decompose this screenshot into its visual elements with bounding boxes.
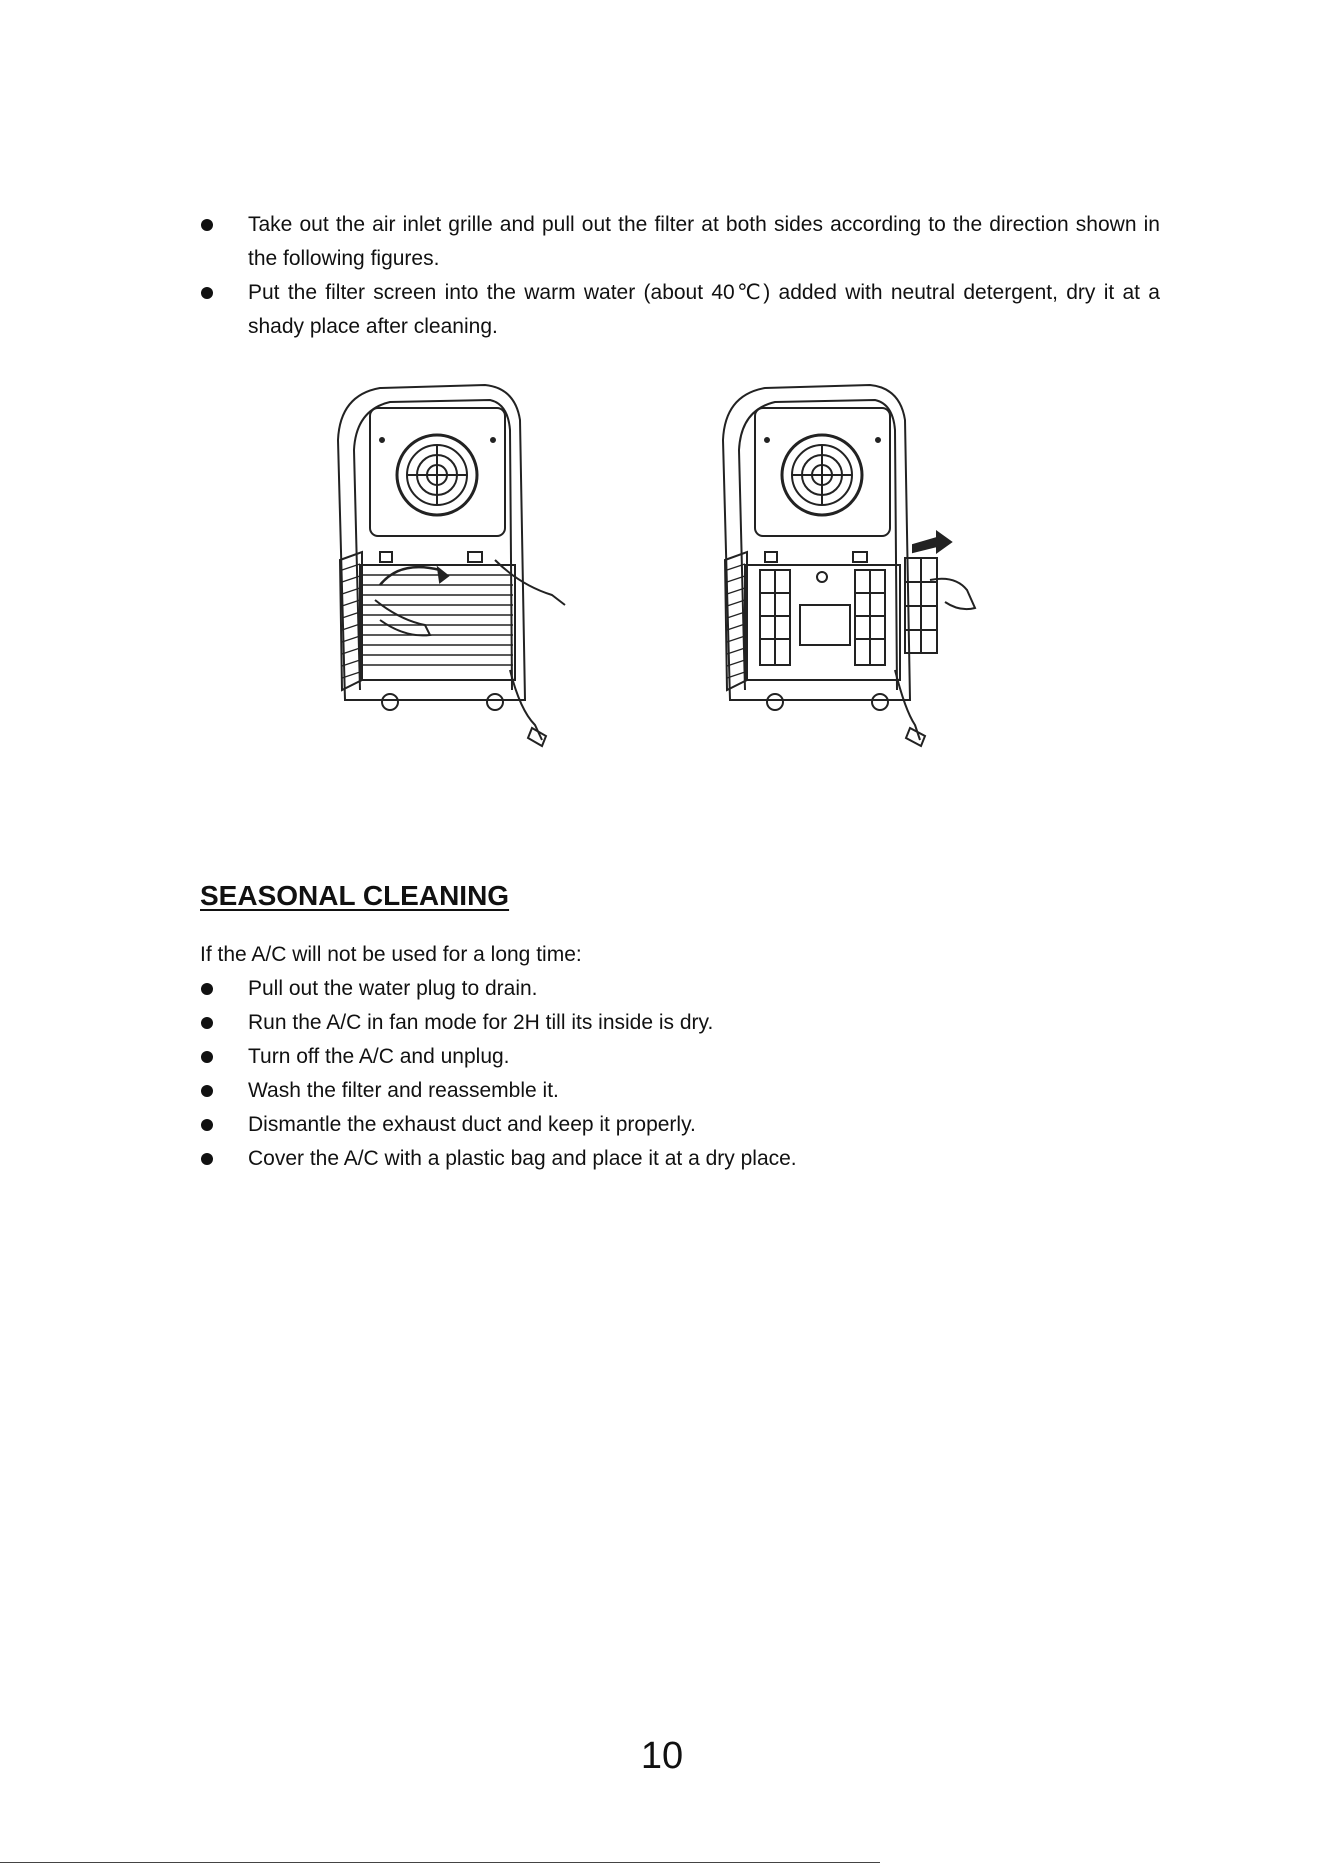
page-number: 10: [640, 1735, 684, 1777]
bullet-icon: [201, 1017, 213, 1029]
intro-text: If the A/C will not be used for a long time:: [200, 943, 582, 966]
list-item: Pull out the water plug to drain.: [200, 972, 1160, 1006]
ac-unit-filter-removal-illustration: [723, 385, 975, 746]
bullet-icon: [201, 1119, 213, 1131]
list-item: Run the A/C in fan mode for 2H till its inside is dry.: [200, 1006, 1160, 1040]
bullet-icon: [201, 1085, 213, 1097]
bullet-icon: [201, 287, 213, 299]
filter-steps-list: [200, 208, 1160, 344]
list-item: Put the filter screen into the warm water (about 40℃) added with neutral detergent, dry it at a shady place after cleaning.: [200, 276, 1160, 344]
bullet-icon: [201, 1051, 213, 1063]
bullet-icon: [201, 219, 213, 231]
list-item: Dismantle the exhaust duct and keep it properly.: [200, 1108, 1160, 1142]
seasonal-steps-list: [200, 972, 1160, 1176]
filter-removal-figures: [320, 380, 1020, 750]
section-title: SEASONAL CLEANING: [200, 880, 510, 911]
list-item: Turn off the A/C and unplug.: [200, 1040, 1160, 1074]
list-item: Cover the A/C with a plastic bag and place it at a dry place.: [200, 1142, 1160, 1176]
bullet-icon: [201, 1153, 213, 1165]
ac-unit-grille-removal-illustration: [338, 385, 565, 746]
bullet-icon: [201, 983, 213, 995]
list-item: Wash the filter and reassemble it.: [200, 1074, 1160, 1108]
footer-divider: [0, 1862, 880, 1863]
list-item: Take out the air inlet grille and pull out the filter at both sides according to the direction shown in the following figures.: [200, 208, 1160, 276]
